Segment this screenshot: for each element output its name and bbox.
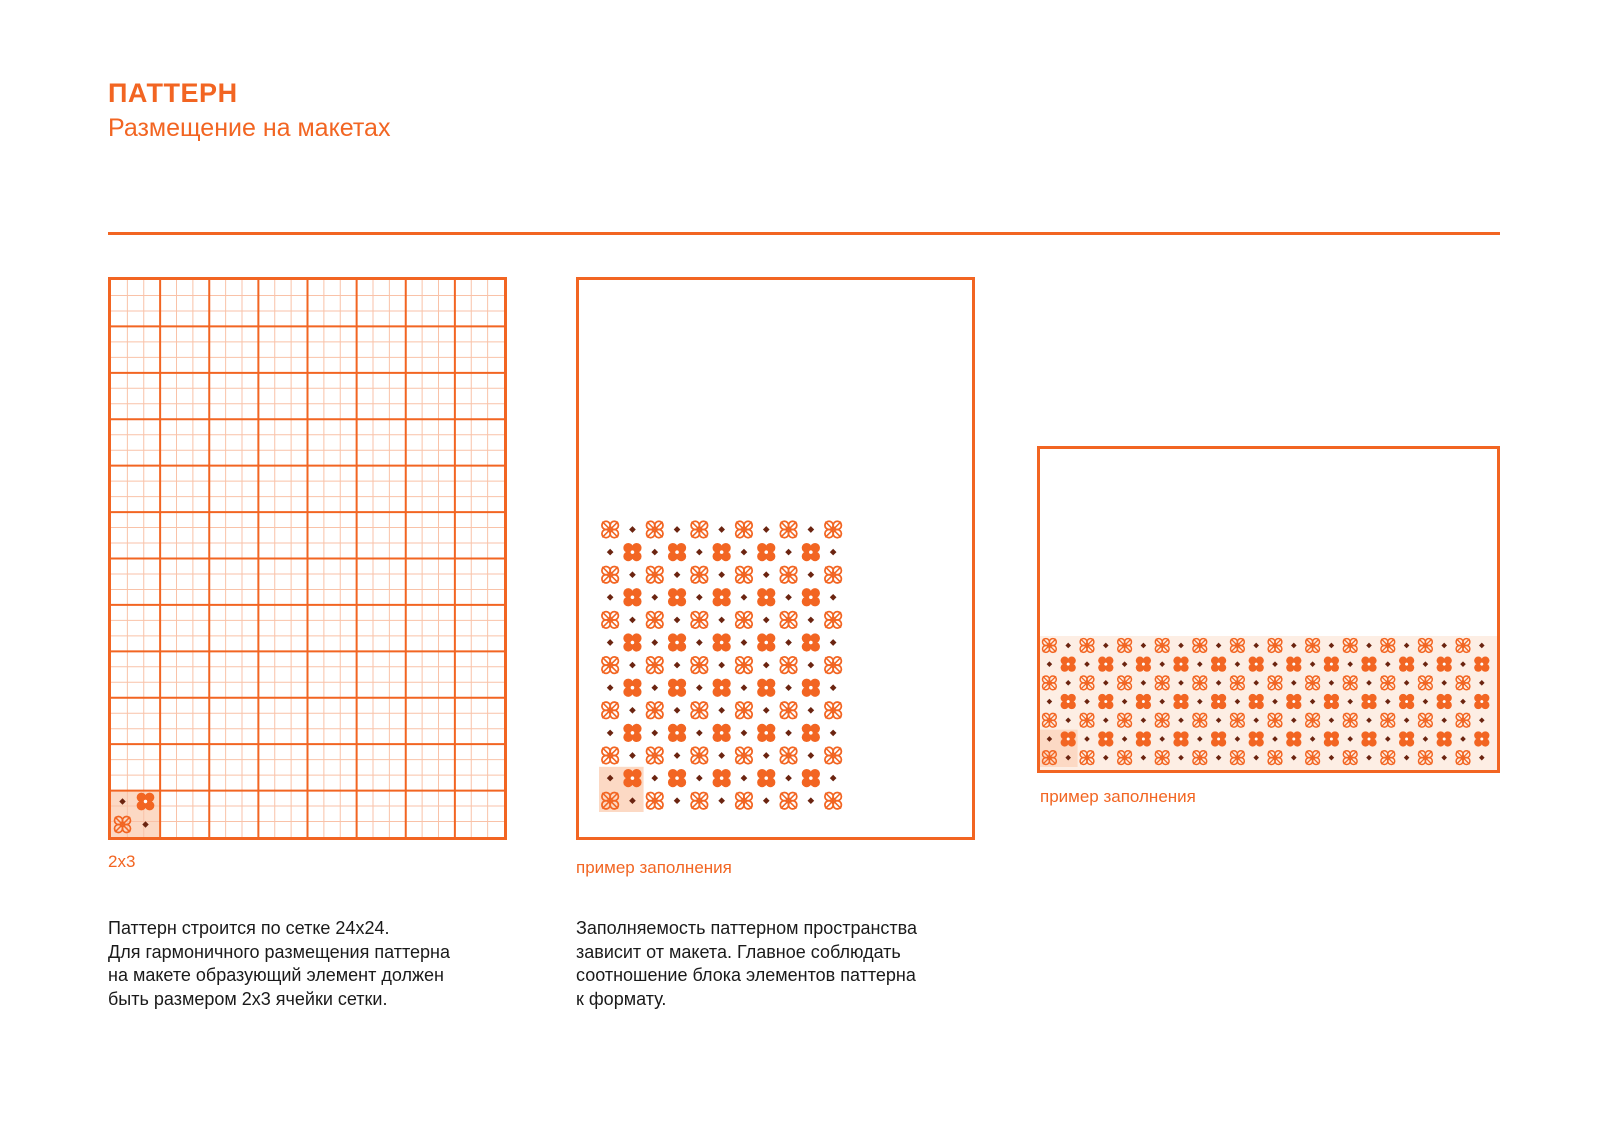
- knot-motif-icon: [1456, 751, 1470, 765]
- header-divider: [108, 232, 1500, 235]
- flower-motif-icon: [1061, 731, 1076, 746]
- portrait-description: [576, 917, 996, 1011]
- knot-motif-icon: [1043, 751, 1057, 765]
- flower-motif-icon: [1324, 731, 1339, 746]
- flower-motif-icon: [1286, 731, 1301, 746]
- diamond-dot-icon: [651, 775, 658, 782]
- diamond-dot-icon: [785, 684, 792, 691]
- flower-motif-icon: [1098, 694, 1113, 709]
- flower-motif-icon: [802, 633, 820, 651]
- grid-description: [108, 917, 528, 1011]
- knot-motif-icon: [1456, 676, 1470, 690]
- knot-motif-icon: [780, 657, 796, 673]
- knot-motif-icon: [1155, 751, 1169, 765]
- diamond-dot-icon: [808, 526, 815, 533]
- flower-motif-icon: [1474, 731, 1489, 746]
- flower-motif-icon: [713, 543, 731, 561]
- diamond-dot-icon: [785, 730, 792, 737]
- diamond-dot-icon: [763, 571, 770, 578]
- knot-motif-icon: [780, 566, 796, 582]
- portrait-layout-frame: [576, 277, 975, 840]
- diamond-dot-icon: [808, 707, 815, 714]
- flower-motif-icon: [757, 769, 775, 787]
- diamond-dot-icon: [651, 730, 658, 737]
- diamond-dot-icon: [629, 752, 636, 759]
- landscape-pattern-fill: [1040, 449, 1497, 770]
- knot-motif-icon: [115, 817, 131, 833]
- knot-motif-icon: [780, 702, 796, 718]
- flower-motif-icon: [802, 724, 820, 742]
- flower-motif-icon: [713, 633, 731, 651]
- diamond-dot-icon: [696, 594, 703, 601]
- flower-motif-icon: [802, 769, 820, 787]
- knot-motif-icon: [1268, 713, 1282, 727]
- knot-motif-icon: [780, 792, 796, 808]
- landscape-caption: пример заполнения: [1040, 787, 1196, 806]
- diamond-dot-icon: [629, 526, 636, 533]
- flower-motif-icon: [623, 679, 641, 697]
- construction-grid: [111, 280, 504, 837]
- diamond-dot-icon: [763, 797, 770, 804]
- knot-motif-icon: [1193, 676, 1207, 690]
- knot-motif-icon: [1080, 751, 1094, 765]
- diamond-dot-icon: [718, 571, 725, 578]
- flower-motif-icon: [623, 543, 641, 561]
- flower-motif-icon: [1211, 731, 1226, 746]
- flower-motif-icon: [623, 588, 641, 606]
- knot-motif-icon: [1306, 639, 1320, 653]
- knot-motif-icon: [1419, 751, 1433, 765]
- flower-motif-icon: [1136, 731, 1151, 746]
- knot-motif-icon: [1268, 751, 1282, 765]
- knot-motif-icon: [1118, 751, 1132, 765]
- knot-motif-icon: [1419, 676, 1433, 690]
- flower-motif-icon: [1399, 731, 1414, 746]
- diamond-dot-icon: [785, 639, 792, 646]
- diamond-dot-icon: [741, 549, 748, 556]
- portrait-description-line: зависит от макета. Главное соблюдать: [576, 941, 901, 962]
- diamond-dot-icon: [696, 730, 703, 737]
- diamond-dot-icon: [607, 639, 614, 646]
- knot-motif-icon: [1193, 639, 1207, 653]
- diamond-dot-icon: [651, 549, 658, 556]
- diamond-dot-icon: [696, 549, 703, 556]
- grid-description-line: на макете образующий элемент должен: [108, 965, 444, 985]
- knot-motif-icon: [1306, 713, 1320, 727]
- knot-motif-icon: [647, 521, 663, 537]
- portrait-pattern-fill: [579, 280, 972, 837]
- knot-motif-icon: [1155, 676, 1169, 690]
- diamond-dot-icon: [629, 662, 636, 669]
- knot-motif-icon: [691, 702, 707, 718]
- diamond-dot-icon: [763, 662, 770, 669]
- knot-motif-icon: [647, 657, 663, 673]
- flower-motif-icon: [137, 793, 155, 811]
- knot-motif-icon: [1231, 676, 1245, 690]
- knot-motif-icon: [1456, 713, 1470, 727]
- knot-motif-icon: [1118, 676, 1132, 690]
- diamond-dot-icon: [651, 639, 658, 646]
- flower-motif-icon: [757, 588, 775, 606]
- flower-motif-icon: [1399, 694, 1414, 709]
- flower-motif-icon: [802, 588, 820, 606]
- diamond-dot-icon: [830, 639, 837, 646]
- knot-motif-icon: [602, 747, 618, 763]
- knot-motif-icon: [825, 702, 841, 718]
- knot-motif-icon: [691, 566, 707, 582]
- diamond-dot-icon: [808, 571, 815, 578]
- flower-motif-icon: [713, 769, 731, 787]
- flower-motif-icon: [623, 633, 641, 651]
- knot-motif-icon: [602, 792, 618, 808]
- portrait-description-line: к формату.: [576, 988, 667, 1009]
- diamond-dot-icon: [785, 775, 792, 782]
- diamond-dot-icon: [741, 594, 748, 601]
- knot-motif-icon: [1080, 639, 1094, 653]
- diamond-dot-icon: [696, 639, 703, 646]
- knot-motif-icon: [1193, 713, 1207, 727]
- knot-motif-icon: [602, 521, 618, 537]
- knot-motif-icon: [602, 657, 618, 673]
- flower-motif-icon: [1361, 657, 1376, 672]
- flower-motif-icon: [1061, 694, 1076, 709]
- knot-motif-icon: [1080, 676, 1094, 690]
- flower-motif-icon: [623, 724, 641, 742]
- flower-motif-icon: [623, 769, 641, 787]
- flower-motif-icon: [1361, 731, 1376, 746]
- diamond-dot-icon: [830, 549, 837, 556]
- diamond-dot-icon: [651, 684, 658, 691]
- diamond-dot-icon: [763, 707, 770, 714]
- page-subtitle: Размещение на макетах: [108, 114, 391, 142]
- knot-motif-icon: [602, 612, 618, 628]
- flower-motif-icon: [668, 543, 686, 561]
- diamond-dot-icon: [674, 752, 681, 759]
- knot-motif-icon: [1155, 713, 1169, 727]
- knot-motif-icon: [1231, 639, 1245, 653]
- landscape-layout-frame: [1037, 446, 1500, 773]
- knot-motif-icon: [1043, 713, 1057, 727]
- knot-motif-icon: [1118, 639, 1132, 653]
- flower-motif-icon: [1173, 694, 1188, 709]
- portrait-caption: пример заполнения: [576, 858, 732, 877]
- diamond-dot-icon: [674, 617, 681, 624]
- diamond-dot-icon: [830, 594, 837, 601]
- diamond-dot-icon: [674, 571, 681, 578]
- knot-motif-icon: [1231, 751, 1245, 765]
- diamond-dot-icon: [607, 730, 614, 737]
- flower-motif-icon: [757, 679, 775, 697]
- knot-motif-icon: [1381, 639, 1395, 653]
- knot-motif-icon: [1043, 676, 1057, 690]
- flower-motif-icon: [1437, 694, 1452, 709]
- portrait-description-line: Заполняемость паттерном пространства: [576, 918, 918, 938]
- grid-description-line: Паттерн строится по сетке 24х24.: [108, 918, 390, 938]
- flower-motif-icon: [1098, 731, 1113, 746]
- knot-motif-icon: [691, 657, 707, 673]
- knot-motif-icon: [825, 521, 841, 537]
- knot-motif-icon: [647, 747, 663, 763]
- knot-motif-icon: [1080, 713, 1094, 727]
- diamond-dot-icon: [808, 662, 815, 669]
- knot-motif-icon: [1268, 639, 1282, 653]
- knot-motif-icon: [691, 521, 707, 537]
- diamond-dot-icon: [830, 775, 837, 782]
- diamond-dot-icon: [651, 594, 658, 601]
- diamond-dot-icon: [696, 684, 703, 691]
- diamond-dot-icon: [718, 617, 725, 624]
- diamond-dot-icon: [830, 730, 837, 737]
- knot-motif-icon: [647, 566, 663, 582]
- flower-motif-icon: [1061, 657, 1076, 672]
- knot-motif-icon: [1381, 676, 1395, 690]
- grid-layout-frame: [108, 277, 507, 840]
- knot-motif-icon: [1155, 639, 1169, 653]
- knot-motif-icon: [1306, 676, 1320, 690]
- diamond-dot-icon: [808, 752, 815, 759]
- diamond-dot-icon: [808, 797, 815, 804]
- flower-motif-icon: [668, 724, 686, 742]
- knot-motif-icon: [1343, 713, 1357, 727]
- knot-motif-icon: [780, 612, 796, 628]
- grid-caption: 2х3: [108, 852, 136, 871]
- diamond-dot-icon: [674, 797, 681, 804]
- diamond-dot-icon: [808, 617, 815, 624]
- flower-motif-icon: [1437, 731, 1452, 746]
- diamond-dot-icon: [607, 684, 614, 691]
- flower-motif-icon: [668, 588, 686, 606]
- flower-motif-icon: [1211, 657, 1226, 672]
- knot-motif-icon: [691, 747, 707, 763]
- knot-motif-icon: [1419, 713, 1433, 727]
- knot-motif-icon: [1419, 639, 1433, 653]
- flower-motif-icon: [1136, 694, 1151, 709]
- knot-motif-icon: [647, 612, 663, 628]
- flower-motif-icon: [713, 679, 731, 697]
- flower-motif-icon: [1211, 694, 1226, 709]
- knot-motif-icon: [736, 566, 752, 582]
- flower-motif-icon: [1173, 657, 1188, 672]
- knot-motif-icon: [825, 612, 841, 628]
- flower-motif-icon: [1437, 657, 1452, 672]
- flower-motif-icon: [1474, 694, 1489, 709]
- knot-motif-icon: [1193, 751, 1207, 765]
- flower-motif-icon: [757, 633, 775, 651]
- knot-motif-icon: [1043, 639, 1057, 653]
- knot-motif-icon: [825, 657, 841, 673]
- diamond-dot-icon: [830, 684, 837, 691]
- flower-motif-icon: [713, 588, 731, 606]
- flower-motif-icon: [1249, 657, 1264, 672]
- flower-motif-icon: [668, 679, 686, 697]
- knot-motif-icon: [602, 702, 618, 718]
- flower-motif-icon: [1474, 657, 1489, 672]
- diamond-dot-icon: [741, 639, 748, 646]
- knot-motif-icon: [1343, 751, 1357, 765]
- knot-motif-icon: [736, 657, 752, 673]
- flower-motif-icon: [757, 724, 775, 742]
- knot-motif-icon: [736, 702, 752, 718]
- knot-motif-icon: [691, 612, 707, 628]
- diamond-dot-icon: [785, 549, 792, 556]
- flower-motif-icon: [757, 543, 775, 561]
- knot-motif-icon: [1343, 676, 1357, 690]
- flower-motif-icon: [668, 633, 686, 651]
- flower-motif-icon: [1098, 657, 1113, 672]
- flower-motif-icon: [1361, 694, 1376, 709]
- knot-motif-icon: [1343, 639, 1357, 653]
- flower-motif-icon: [1286, 694, 1301, 709]
- knot-motif-icon: [647, 792, 663, 808]
- flower-motif-icon: [1173, 731, 1188, 746]
- knot-motif-icon: [736, 792, 752, 808]
- knot-motif-icon: [736, 612, 752, 628]
- diamond-dot-icon: [674, 707, 681, 714]
- page-title: ПАТТЕРН: [108, 78, 238, 108]
- knot-motif-icon: [825, 792, 841, 808]
- diamond-dot-icon: [607, 594, 614, 601]
- flower-motif-icon: [1136, 657, 1151, 672]
- flower-motif-icon: [1249, 694, 1264, 709]
- diamond-dot-icon: [763, 526, 770, 533]
- flower-motif-icon: [802, 543, 820, 561]
- flower-motif-icon: [1324, 657, 1339, 672]
- knot-motif-icon: [691, 792, 707, 808]
- diamond-dot-icon: [741, 775, 748, 782]
- diamond-dot-icon: [763, 752, 770, 759]
- knot-motif-icon: [1268, 676, 1282, 690]
- knot-motif-icon: [1456, 639, 1470, 653]
- flower-motif-icon: [802, 679, 820, 697]
- flower-motif-icon: [1286, 657, 1301, 672]
- diamond-dot-icon: [741, 730, 748, 737]
- diamond-dot-icon: [718, 662, 725, 669]
- portrait-description-line: соотношение блока элементов паттерна: [576, 965, 916, 985]
- flower-motif-icon: [1399, 657, 1414, 672]
- flower-motif-icon: [713, 724, 731, 742]
- knot-motif-icon: [780, 747, 796, 763]
- diamond-dot-icon: [629, 571, 636, 578]
- knot-motif-icon: [1306, 751, 1320, 765]
- knot-motif-icon: [1231, 713, 1245, 727]
- grid-description-line: Для гармоничного размещения паттерна: [108, 941, 450, 962]
- diamond-dot-icon: [674, 526, 681, 533]
- diamond-dot-icon: [718, 526, 725, 533]
- knot-motif-icon: [1381, 713, 1395, 727]
- diamond-dot-icon: [696, 775, 703, 782]
- knot-motif-icon: [1118, 713, 1132, 727]
- knot-motif-icon: [602, 566, 618, 582]
- grid-description-line: быть размером 2х3 ячейки сетки.: [108, 988, 388, 1009]
- diamond-dot-icon: [718, 752, 725, 759]
- diamond-dot-icon: [785, 594, 792, 601]
- knot-motif-icon: [647, 702, 663, 718]
- knot-motif-icon: [736, 747, 752, 763]
- diamond-dot-icon: [741, 684, 748, 691]
- knot-motif-icon: [736, 521, 752, 537]
- flower-motif-icon: [1324, 694, 1339, 709]
- diamond-dot-icon: [718, 707, 725, 714]
- knot-motif-icon: [825, 566, 841, 582]
- flower-motif-icon: [668, 769, 686, 787]
- diamond-dot-icon: [629, 707, 636, 714]
- knot-motif-icon: [825, 747, 841, 763]
- knot-motif-icon: [1381, 751, 1395, 765]
- knot-motif-icon: [780, 521, 796, 537]
- diamond-dot-icon: [629, 617, 636, 624]
- diamond-dot-icon: [718, 797, 725, 804]
- diamond-dot-icon: [763, 617, 770, 624]
- diamond-dot-icon: [674, 662, 681, 669]
- diamond-dot-icon: [607, 549, 614, 556]
- flower-motif-icon: [1249, 731, 1264, 746]
